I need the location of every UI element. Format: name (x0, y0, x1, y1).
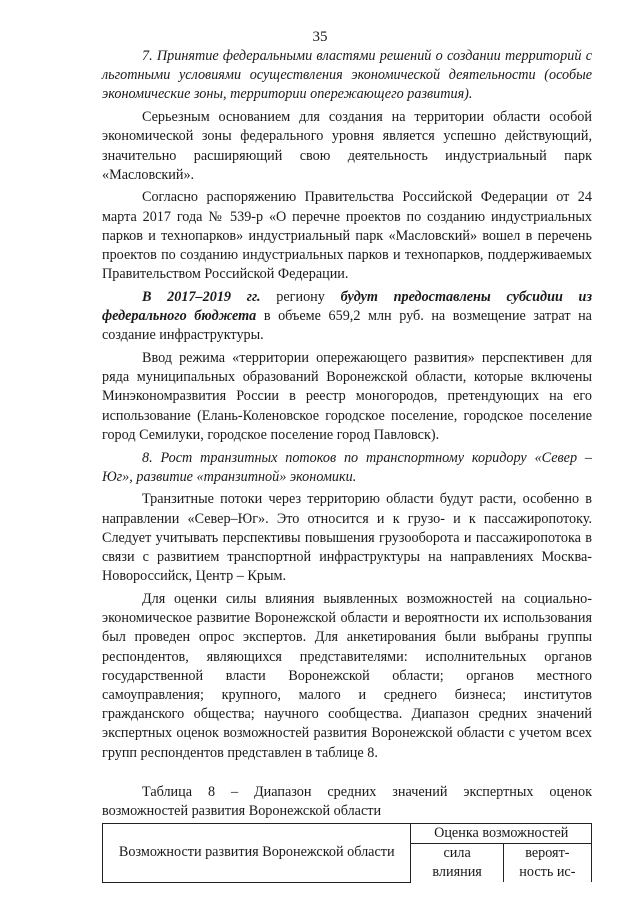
paragraph-advanced-development: Ввод режима «территории опережающего развития» перспективен для ряда муниципальных образований Воронежской области, которые включены Минэкономразвития России в реестр моногородов, претендующих на его использование (Елань-Коленовское городское поселение, городское поселение город Семилуки, городское поселение город Павловск). (102, 350, 592, 443)
page-number: 35 (312, 29, 328, 45)
header-opportunities: Возможности развития Воронежской области (103, 824, 411, 883)
table-8-caption: Таблица 8 – Диапазон средних значений экспертных оценок возможностей развития Воронежской области (102, 783, 592, 820)
paragraph-government-order: Согласно распоряжению Правительства Российской Федерации от 24 марта 2017 года № 539-р «О перечне проектов по созданию индустриальных парков и технопарков» индустриальный парк «Масловский» вошел в перечень проектов по созданию индустриальных парков и технопарков, поддерживаемых Правительством Российской Федерации. (102, 189, 592, 283)
document-body (102, 47, 592, 883)
header-assessment: Оценка возможностей (411, 824, 592, 844)
header-influence-line1: сила (411, 844, 503, 864)
header-probability-line2: ность ис- (503, 863, 591, 882)
paragraph-expert-survey: Для оценки силы влияния выявленных возможностей на социально-экономическое развитие Воронежской области и вероятности их использования был проведен опрос экспертов. Для анкетирования были выбраны группы респондентов, являющихся представителями: исполнительных органов государственной власти Воронежской области; органов местного самоуправления; крупного, малого и среднего бизнеса; институтов гражданского общества; научного сообщества. Диапазон средних значений экспертных оценок возможностей развития Воронежской области с учетом всех групп респондентов представлен в таблице 8. (102, 590, 592, 761)
header-probability-line1: вероят- (503, 844, 591, 864)
paragraph-maslovsky-basis: Серьезным основанием для создания на территории области особой экономической зоны федерального уровня является успешно действующий, значительно расширяющий свою деятельность индустриальный парк «Масловский». (102, 109, 592, 183)
subsidy-details: в объеме 659,2 млн руб. на возмещение затрат на создание инфраструктуры. (102, 308, 592, 344)
table-header-row-1 (103, 824, 592, 844)
section-8-heading (102, 449, 592, 487)
subsidy-connector: региону (260, 288, 341, 305)
table-8 (102, 823, 592, 883)
section-7-heading-text: 7. Принятие федеральными властями решений о создании территорий с льготными условиями осуществления экономической деятельности (особые экономические зоны, территории опережающего развития). (102, 48, 592, 103)
paragraph-transit-flows: Транзитные потоки через территорию области будут расти, особенно в направлении «Север–Юг». Это относится и к грузо- и к пассажиропотоку. Следует учитывать перспективы повышения грузооборота и пассажиропотока в связи с развитием транспортной инфраструктуры на направлениях Москва-Новороссийск, Центр – Крым. (102, 491, 592, 585)
section-7-heading (102, 47, 592, 105)
header-influence-line2: влияния (411, 863, 503, 882)
section-8-heading-text: 8. Рост транзитных потоков по транспортному коридору «Север – Юг», развитие «транзитной» экономики. (102, 449, 592, 485)
paragraph-subsidies (102, 288, 592, 346)
subsidy-years: В 2017–2019 гг. (142, 288, 261, 305)
subsidy-emphasis: будут предоставлены субсидии из федерального бюджета (102, 288, 592, 325)
